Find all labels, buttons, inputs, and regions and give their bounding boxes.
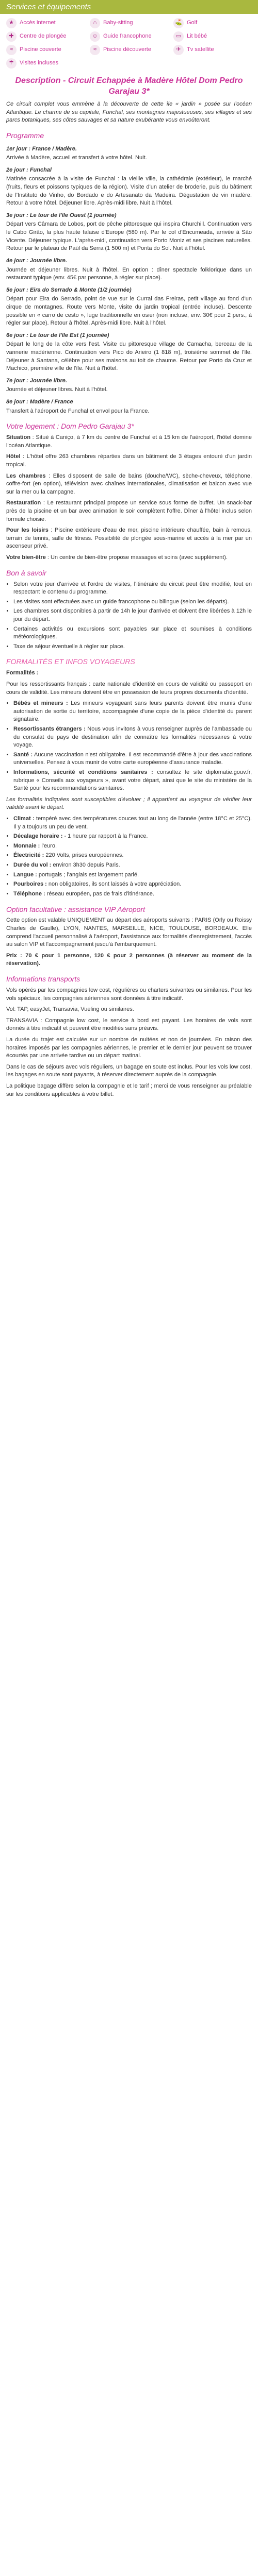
service-item: [90, 18, 168, 28]
practical-text: l'euro.: [41, 842, 57, 849]
fitness-icon: ✚: [6, 31, 17, 42]
practical-label: Langue :: [13, 871, 37, 878]
star-icon: ★: [6, 18, 17, 28]
formality-title: Ressortissants étrangers :: [13, 725, 86, 732]
services-banner: Services et équipements: [0, 0, 258, 14]
service-label: Baby-sitting: [103, 20, 133, 26]
formality-text: Les mineurs voyageant sans leurs parents doivent être munis d'une autorisation de sortie du territoire, accompagnée d'une copie de la pièce d'identité du parent signataire.: [13, 700, 252, 723]
day-title: 2e jour : Funchal: [6, 166, 52, 173]
day-title: 1er jour : France / Madère.: [6, 145, 77, 152]
formalities-heading: FORMALITÉS ET INFOS VOYAGEURS: [6, 657, 135, 666]
transport-paragraph: Dans le cas de séjours avec vols réguliers, un bagage en soute est inclus. Pour les vols low cost, les bagages en soute sont payants, à réserver directement auprès de la compagnie.: [6, 1063, 252, 1078]
service-label: Tv satellite: [187, 46, 214, 53]
practical-label: Téléphone :: [13, 890, 45, 897]
service-item: [173, 18, 252, 28]
day-title: 5e jour : Eira do Serrado & Monte (1/2 journée): [6, 286, 132, 293]
service-label: Accès internet: [20, 20, 56, 26]
day-text: Matinée consacrée à la visite de Funchal : la vieille ville, la cathédrale (extérieur), le marché (fruits, fleurs et poissons typiques de la région). Visite d'un atelier de broderie, puis du bâtiment de l'Instituto do Vinho, do Bordado e do Artesanato da Madeira. Dégustation de vin madère. Retour à votre hôtel. Déjeuner libre. Après-midi libre. Nuit à l'hôtel.: [6, 176, 252, 207]
service-item: [6, 58, 85, 69]
rooms-text: Elles disposent de salle de bains (douche/WC), sèche-cheveux, téléphone, coffre-fort (en option), télévision avec chaînes internationales, climatisation et balcon avec vue sur la mer ou la campagne.: [6, 472, 252, 495]
practical-item: [13, 861, 252, 870]
transport-paragraph: La politique bagage diffère selon la compagnie et le tarif ; merci de vous renseigner au préalable sur les conditions applicables à votre billet.: [6, 1083, 252, 1097]
restaurants-label: Restauration: [6, 500, 41, 506]
hotel-rooms: Les chambres : Elles disposent de salle de bains (douche/WC), sèche-cheveux, téléphone, coffre-fort (en option), télévision avec chaînes internationales, climatisation et balcon avec vue sur la mer ou la campagne.: [6, 472, 252, 495]
formalities-intro: Pour les ressortissants français : carte nationale d'identité en cours de validité ou passeport en cours de validité. Les mineurs doivent être en possession de leurs propres documents d'identité.: [6, 681, 252, 696]
situation-text: Situé à Caniço, à 7 km du centre de Funchal et à 15 km de l'aéroport, l'hôtel domine l'océan Atlantique.: [6, 434, 252, 449]
service-item: [173, 45, 252, 55]
practical-label: Durée du vol :: [13, 862, 52, 869]
practical-label: Monnaie :: [13, 842, 40, 849]
formality-item: [13, 700, 252, 724]
formality-text: Aucune vaccination n'est obligatoire. Il est recommandé d'être à jour des vaccinations universelles. Pensez à vous munir de votre carte européenne d'assurance maladie.: [13, 751, 252, 766]
programme-heading: Programme: [6, 131, 44, 140]
bon-a-savoir-list: [6, 581, 252, 651]
formality-text: Nous vous invitons à vous renseigner auprès de l'ambassade ou du consulat du pays de destination afin de connaître les formalités nécessaires à votre voyage.: [13, 725, 252, 749]
hotel-leisure: Pour les loisirs : Piscine extérieure d'eau de mer, piscine intérieure chauffée, bain à remous, terrain de tennis, salle de fitness. Possibilité de plongée sous-marine et accès à la mer par un ascenseur privé.: [6, 527, 252, 550]
bon-a-savoir-item: • Les chambres sont disponibles à partir de 14h le jour d'arrivée et doivent être libérées à 12h le jour du départ.: [13, 607, 252, 623]
practical-item: [13, 852, 252, 860]
practical-text: tempéré avec des températures douces tout au long de l'année (entre 18°C et 25°C). Il y a toujours un peu de vent.: [13, 816, 252, 830]
hotel-label: Hôtel: [6, 453, 21, 460]
rooms-label: Les chambres: [6, 472, 46, 479]
care-text: Un centre de bien-être propose massages et soins (avec supplément).: [50, 554, 228, 561]
service-item: [173, 31, 252, 42]
bon-a-savoir-item: • Les visites sont effectuées avec un guide francophone ou bilingue (selon les départs).: [13, 598, 252, 606]
practical-text: - 1 heure par rapport à la France.: [64, 833, 148, 840]
day-text: Départ pour Eira do Serrado, point de vue sur le Curral das Freiras, petit village au fond d'un cirque de montagnes. Route vers Monte, visite du jardin tropical (entrée incluse). Descente possible en « carro de cesto », luge traditionnelle en osier (non incluse, env. 30€ pour 2 pers., à régler sur place). Retour à l'hôtel. Après-midi libre. Nuit à l'hôtel.: [6, 296, 252, 327]
pool-icon: ≈: [90, 45, 100, 55]
hotel-restaurants: Restauration : Le restaurant principal propose un service sous forme de buffet. Un snack-bar près de la piscine et un bar avec animation le soir complètent l'offre. Dîner à l'hôtel inclus selon formule choisie.: [6, 500, 252, 522]
service-label: Lit bébé: [187, 33, 207, 40]
service-label: Piscine découverte: [103, 46, 151, 53]
service-label: Visites incluses: [20, 60, 58, 66]
intro-paragraph: Ce circuit complet vous emmène à la découverte de cette île « jardin » posée sur l'océan Atlantique. Le charme de sa capitale, Funchal, ses montagnes majestueuses, ses villages et ses parcs botaniques, ses côtes sauvages et sa nature exubérante vous envoûteront.: [6, 100, 252, 124]
transport-paragraph: TRANSAVIA : Compagnie low cost, le service à bord est payant. Les horaires de vols sont donnés à titre indicatif et peuvent être modifiés sans préavis.: [6, 1017, 252, 1032]
bon-a-savoir-item: • Taxe de séjour éventuelle à régler sur place.: [13, 643, 252, 651]
practical-text: environ 3h30 depuis Paris.: [53, 862, 120, 869]
page-title: Description - Circuit Echappée à Madère Hôtel Dom Pedro Garajau 3*: [15, 76, 243, 96]
leisure-label: Pour les loisirs: [6, 527, 49, 534]
service-item: [6, 45, 85, 55]
transport-paragraph: Vols opérés par les compagnies low cost, régulières ou charters suivantes ou similaires. Pour les vols spéciaux, les compagnies aériennes sont données à titre indicatif.: [6, 987, 252, 1002]
day-title: 8e jour : Madère / France: [6, 399, 73, 405]
bon-a-savoir-item: • Selon votre jour d'arrivée et l'ordre de visites, l'itinéraire du circuit peut être modifié, tout en respectant le contenu du programme.: [13, 581, 252, 597]
formality-title: Informations, sécurité et conditions sanitaires :: [13, 769, 153, 775]
service-item: [6, 31, 85, 42]
bon-a-savoir-item: • Certaines activités ou excursions sont payables sur place et soumises à conditions météorologiques.: [13, 625, 252, 641]
day-title: 6e jour : Le tour de l'île Est (1 journée): [6, 332, 109, 338]
programme-days: [6, 145, 252, 416]
day-text: Départ vers Câmara de Lobos, port de pêche pittoresque qui inspira Churchill. Continuation vers le Cabo Girão, la plus haute falaise d'Europe (580 m). Par le col d'Encumeada, arrivée à São Vicente. Déjeuner typique. L'après-midi, continuation vers Porto Moniz et ses piscines naturelles. Retour par le plateau de Paúl da Serra (1 500 m) et Ponta do Sol. Nuit à l'hôtel.: [6, 221, 252, 252]
day-title: 7e jour : Journée libre.: [6, 377, 67, 384]
hotel-text: L'hôtel offre 263 chambres réparties dans un bâtiment de 3 étages entouré d'un jardin tropical.: [6, 453, 252, 468]
practical-text: 220 Volts, prises européennes.: [45, 852, 124, 859]
service-label: Golf: [187, 20, 198, 26]
transport-paragraph: La durée du trajet est calculée sur un nombre de nuitées et non de journées. En raison des horaires imposés par les compagnies aériennes, le premier et le dernier jour peuvent se trouver écourtés par une arrivée tardive ou un départ matinal.: [6, 1036, 252, 1059]
practical-label: Pourboires :: [13, 881, 47, 888]
formality-item: [13, 769, 252, 793]
vip-heading: Option facultative : assistance VIP Aéroport: [6, 905, 145, 913]
formality-title: Bébés et mineurs :: [13, 700, 68, 707]
vip-price: Prix : 70 € pour 1 personne, 120 € pour 2 personnes (à réserver au moment de la réservation).: [6, 952, 252, 967]
service-item: [90, 45, 168, 55]
formalities-note: Les formalités indiquées sont susceptibles d'évoluer ; il appartient au voyageur de vérifier leur validité avant le départ.: [6, 796, 252, 811]
hotel-care: Votre bien-être : Un centre de bien-être propose massages et soins (avec supplément).: [6, 554, 228, 561]
transport-heading: Informations transports: [6, 975, 80, 984]
services-grid: [6, 17, 252, 73]
service-label: Guide francophone: [103, 33, 152, 40]
hotel-heading: Votre logement : Dom Pedro Garajau 3*: [6, 422, 134, 431]
practical-item: [13, 880, 252, 889]
situation-label: Situation: [6, 434, 31, 441]
practical-text: non obligatoires, ils sont laissés à votre appréciation.: [48, 881, 182, 888]
practical-label: Décalage horaire :: [13, 833, 63, 840]
care-label: Votre bien-être: [6, 554, 46, 561]
day-text: Départ le long de la côte vers l'est. Visite du pittoresque village de Camacha, berceau de la vannerie madérienne. Continuation vers Pico do Arieiro (1 818 m), troisième sommet de l'île. Déjeuner à Santana, célèbre pour ses maisons au toit de chaume. Retour par Porto da Cruz et Machico, première ville de l'île. Nuit à l'hôtel.: [6, 341, 252, 372]
formality-title: Santé :: [13, 751, 33, 758]
leisure-text: Piscine extérieure d'eau de mer, piscine intérieure chauffée, bain à remous, terrain de tennis, salle de fitness. Possibilité de plongée sous-marine et accès à la mer par un ascenseur privé.: [6, 527, 252, 550]
bon-a-savoir-heading: Bon à savoir: [6, 568, 46, 577]
day-title: 4e jour : Journée libre.: [6, 257, 67, 264]
formality-item: [13, 725, 252, 750]
practical-item: [13, 871, 252, 879]
day-text: Transfert à l'aéroport de Funchal et envol pour la France.: [6, 408, 150, 414]
day-title: 3e jour : Le tour de l'île Ouest (1 journée): [6, 212, 117, 218]
formality-text: consultez le site diplomatie.gouv.fr, rubrique « Conseils aux voyageurs », avant votre départ, ainsi que le site du ministère de la Santé pour les recommandations sanitaires.: [13, 769, 252, 792]
transport-paragraphs: [6, 987, 252, 1098]
practical-item: [13, 833, 252, 841]
pool-icon: ≈: [6, 45, 17, 55]
scuba-icon: ✈: [173, 45, 184, 55]
bed-icon: ⌂: [90, 18, 100, 28]
service-item: [6, 18, 85, 28]
practical-label: Climat :: [13, 816, 35, 822]
practical-label: Électricité :: [13, 852, 44, 859]
service-label: Piscine couverte: [20, 46, 61, 53]
hotel-description: Hôtel : L'hôtel offre 263 chambres réparties dans un bâtiment de 3 étages entouré d'un jardin tropical.: [6, 453, 252, 468]
service-label: Centre de plongée: [20, 33, 67, 40]
practical-item: [13, 815, 252, 831]
service-item: [90, 31, 168, 42]
formalities-label: Formalités :: [6, 670, 39, 676]
day-text: Journée et déjeuner libres. Nuit à l'hôtel.: [6, 386, 108, 393]
practical-item: [13, 890, 252, 899]
golf-icon: ⛳: [173, 18, 184, 28]
day-text: Journée et déjeuner libres. Nuit à l'hôtel. En option : dîner spectacle folklorique dans un restaurant typique (env. 45€ par personne, à régler sur place).: [6, 266, 252, 281]
formalities-list: [6, 700, 252, 793]
hotel-situation: Situation : Situé à Caniço, à 7 km du centre de Funchal et à 15 km de l'aéroport, l'hôtel domine l'océan Atlantique.: [6, 434, 252, 449]
transport-paragraph: Vol: TAP, easyJet, Transavia, Vueling ou similaires.: [6, 1006, 134, 1013]
guide-icon: ☺: [90, 31, 100, 42]
restaurants-text: Le restaurant principal propose un service sous forme de buffet. Un snack-bar près de la piscine et un bar avec animation le soir complètent l'offre. Dîner à l'hôtel inclus selon formule choisie.: [6, 500, 252, 522]
vip-text: Cette option est valable UNIQUEMENT au départ des aéroports suivants : PARIS (Orly ou Roissy Charles de Gaulle), LYON, NANTES, MARSEILLE, NICE, TOULOUSE, BORDEAUX. Elle comprend l'accueil personnalisé à l'aéroport, l'assistance aux formalités d'enregistrement, l'accès au salon VIP et l'accompagnement jusqu'à l'embarquement.: [6, 917, 252, 948]
practical-text: portugais ; l'anglais est largement parlé.: [38, 871, 139, 878]
formality-item: [13, 751, 252, 767]
practical-text: réseau européen, pas de frais d'itinérance.: [46, 890, 154, 897]
page: [0, 0, 258, 1110]
bed-icon: ▭: [173, 31, 184, 42]
practical-info-list: [6, 815, 252, 898]
umbrella-icon: ☂: [6, 58, 17, 69]
practical-item: [13, 842, 252, 851]
day-text: Arrivée à Madère, accueil et transfert à votre hôtel. Nuit.: [6, 155, 147, 161]
